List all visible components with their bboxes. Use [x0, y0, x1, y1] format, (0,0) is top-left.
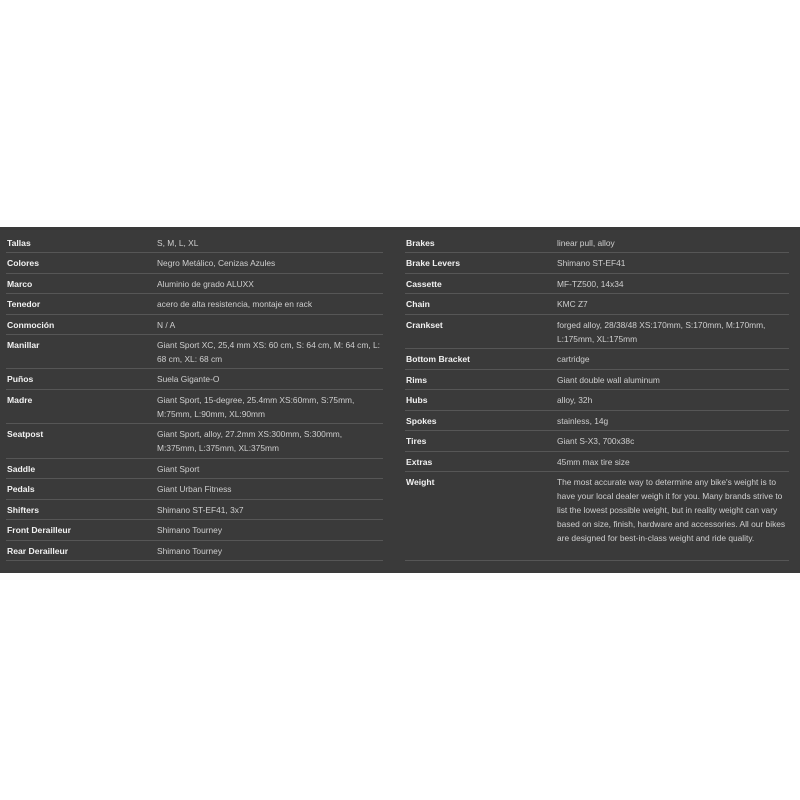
spec-value: KMC Z7: [557, 299, 588, 309]
spec-label: Tenedor: [7, 299, 41, 309]
spec-label: Spokes: [406, 416, 437, 426]
spec-label: Rear Derailleur: [7, 546, 69, 556]
spec-label: Extras: [406, 457, 433, 467]
spec-row: [405, 472, 789, 561]
spec-value: Shimano ST-EF41, 3x7: [157, 505, 244, 515]
spec-row: [6, 424, 383, 459]
spec-value: Suela Gigante-O: [157, 374, 220, 384]
spec-row: [6, 335, 383, 369]
spec-value: Giant Sport, 15-degree, 25.4mm XS:60mm, S:75mm, M:75mm, L:90mm, XL:90mm: [157, 395, 355, 419]
spec-label: Pedals: [7, 484, 35, 494]
spec-row: [405, 452, 789, 472]
spec-row: [405, 390, 789, 411]
spec-label: Front Derailleur: [7, 525, 71, 535]
spec-row: [405, 274, 789, 294]
spec-value: Giant S-X3, 700x38c: [557, 436, 635, 446]
spec-table: [0, 227, 800, 573]
spec-value: S, M, L, XL: [157, 238, 199, 248]
spec-row: [405, 431, 789, 452]
spec-row: [6, 459, 383, 479]
spec-value: MF-TZ500, 14x34: [557, 279, 624, 289]
spec-value: stainless, 14g: [557, 416, 609, 426]
spec-label: Marco: [7, 279, 33, 289]
spec-row: [6, 520, 383, 541]
spec-label: Rims: [406, 375, 428, 385]
spec-row: [6, 233, 383, 253]
spec-label: Shifters: [7, 505, 39, 515]
spec-label: Manillar: [7, 340, 40, 350]
spec-row: [405, 253, 789, 274]
spec-value: Giant double wall aluminum: [557, 375, 660, 385]
spec-label: Tallas: [7, 238, 31, 248]
spec-value: N / A: [157, 320, 176, 330]
spec-row: [6, 253, 383, 274]
spec-row: [6, 500, 383, 520]
spec-row: [6, 294, 383, 315]
spec-label: Bottom Bracket: [406, 354, 470, 364]
spec-column-right: [405, 233, 789, 561]
spec-row: [6, 541, 383, 561]
spec-value: Aluminio de grado ALUXX: [157, 279, 254, 289]
spec-label: Saddle: [7, 464, 36, 474]
spec-row: [405, 349, 789, 370]
spec-row: [6, 479, 383, 500]
spec-label: Weight: [406, 477, 435, 487]
spec-column-left: [6, 233, 383, 561]
spec-value: Shimano ST-EF41: [557, 258, 626, 268]
spec-row: [6, 369, 383, 390]
spec-label: Puños: [7, 374, 34, 384]
spec-label: Brakes: [406, 238, 435, 248]
spec-value: forged alloy, 28/38/48 XS:170mm, S:170mm, M:170mm, L:175mm, XL:175mm: [557, 320, 766, 344]
spec-value: cartridge: [557, 354, 590, 364]
spec-row: [405, 315, 789, 349]
spec-value: Giant Sport XC, 25,4 mm XS: 60 cm, S: 64 cm, M: 64 cm, L: 68 cm, XL: 68 cm: [157, 340, 380, 364]
spec-label: Colores: [7, 258, 39, 268]
spec-label: Crankset: [406, 320, 443, 330]
spec-value: Giant Urban Fitness: [157, 484, 232, 494]
spec-label: Tires: [406, 436, 427, 446]
spec-row: [405, 233, 789, 253]
spec-row: [405, 370, 789, 390]
spec-row: [6, 390, 383, 424]
spec-value: 45mm max tire size: [557, 457, 630, 467]
spec-value: Giant Sport, alloy, 27.2mm XS:300mm, S:300mm, M:375mm, L:375mm, XL:375mm: [157, 429, 343, 453]
spec-row: [405, 294, 789, 315]
spec-row: [6, 274, 383, 294]
spec-label: Madre: [7, 395, 33, 405]
spec-value: Giant Sport: [157, 464, 200, 474]
spec-value: Shimano Tourney: [157, 525, 223, 535]
spec-label: Chain: [406, 299, 430, 309]
spec-label: Brake Levers: [406, 258, 460, 268]
spec-value: alloy, 32h: [557, 395, 593, 405]
spec-row: [405, 411, 789, 431]
spec-value: acero de alta resistencia, montaje en rack: [157, 299, 313, 309]
spec-label: Seatpost: [7, 429, 44, 439]
spec-value: The most accurate way to determine any bike's weight is to have your local dealer weigh it for you. Many brands strive to list the lowest possible weight, but in reality weight can vary based on size, finish, hardware and accessories. All our bikes are designed for best-in-class weight and ride quality.: [557, 477, 786, 543]
spec-row: [6, 315, 383, 335]
spec-label: Hubs: [406, 395, 428, 405]
spec-label: Cassette: [406, 279, 442, 289]
spec-value: linear pull, alloy: [557, 238, 615, 248]
spec-value: Negro Metálico, Cenizas Azules: [157, 258, 276, 268]
spec-label: Conmoción: [7, 320, 55, 330]
spec-value: Shimano Tourney: [157, 546, 223, 556]
